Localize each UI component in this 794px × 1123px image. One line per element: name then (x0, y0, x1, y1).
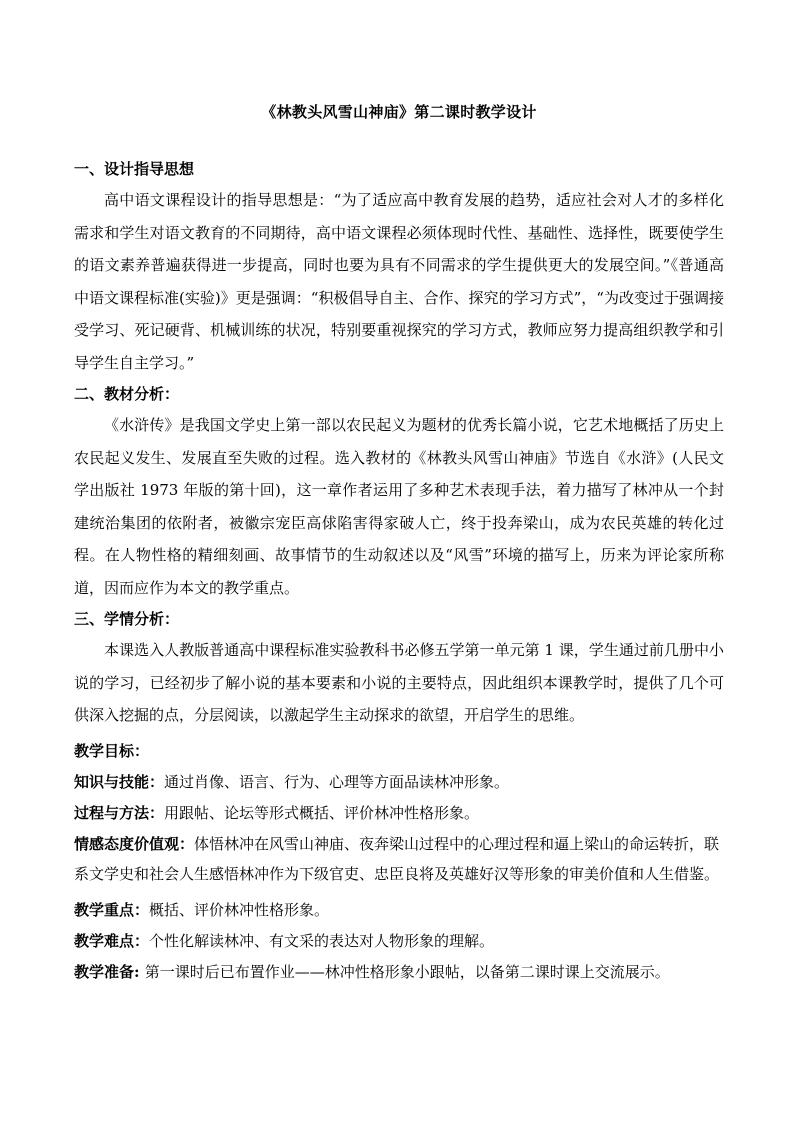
section-paragraph: 本课选入人教版普通高中课程标准实验教科书必修五学第一单元第 1 课，学生通过前几册中小说的学习，已经初步了解小说的基本要素和小说的主要特点，因此组织本课教学时，提供了几个可供深入挖掘的点，分层阅读，以激起学生主动探求的欲望，开启学生的思维。 (74, 641, 724, 724)
difficulties-label: 教学难点 (74, 931, 135, 950)
document-page (74, 100, 724, 988)
key-points-separator: ： (134, 900, 150, 919)
section-heading: 一、设计指导思想 (74, 160, 195, 178)
objectives-heading-label: 教学目标： (74, 741, 150, 760)
objective-separator: ： (149, 772, 165, 791)
preparation-label: 教学准备 (74, 962, 135, 981)
teaching-preparation (74, 957, 724, 988)
key-points-text: 概括、评价林冲性格形象。 (149, 900, 330, 919)
teaching-difficulties (74, 926, 724, 957)
difficulties-separator: ： (134, 931, 150, 950)
objective-emotion (74, 829, 724, 889)
objective-text: 体悟林冲在风雪山神庙、夜奔梁山过程中的心理过程和逼上梁山的命运转折，联系文学史和社会人生感悟林冲作为下级官吏、忠臣良将及英雄好汉等形象的审美价值和人生借鉴。 (74, 834, 720, 883)
objective-text: 通过肖像、语言、行为、心理等方面品读林冲形象。 (164, 772, 510, 791)
objective-label: 过程与方法 (74, 803, 150, 822)
section-guiding-thought (74, 154, 724, 379)
section-student-analysis (74, 604, 724, 732)
section-heading: 二、教材分析： (74, 385, 180, 403)
objective-label: 情感态度价值观 (74, 834, 180, 853)
objectives-heading (74, 736, 724, 767)
teaching-key-points (74, 895, 724, 926)
objective-text: 用跟帖、论坛等形式概括、评价林冲性格形象。 (164, 803, 480, 822)
key-points-label: 教学重点 (74, 900, 135, 919)
section-paragraph: 《水浒传》是我国文学史上第一部以农民起义为题材的优秀长篇小说，它艺术地概括了历史上农民起义发生、发展直至失败的过程。选入教材的《林教头风雪山神庙》节选自《水浒》(人民文学出版社 1973 年版的第十回)，这一章作者运用了多种艺术表现手法，着力描写了林冲从一个封建统治集团的依附者，被徽宗宠臣高俅陷害得家破人亡，终于投奔梁山，成为农民英雄的转化过程。在人物性格的精细刻画、故事情节的生动叙述以及“风雪”环境的描写上，历来为评论家所称道，因而应作为本文的教学重点。 (74, 416, 724, 597)
objective-process (74, 798, 724, 829)
section-heading: 三、学情分析： (74, 610, 180, 628)
objective-separator: ： (179, 834, 195, 853)
section-textbook-analysis (74, 379, 724, 604)
objective-knowledge (74, 767, 724, 798)
objective-label: 知识与技能 (74, 772, 150, 791)
document-title: 《林教头风雪山神庙》第二课时教学设计 (261, 103, 537, 121)
section-paragraph: 高中语文课程设计的指导思想是：“为了适应高中教育发展的趋势，适应社会对人才的多样化需求和学生对语文教育的不同期待，高中语文课程必须体现时代性、基础性、选择性，既要使学生的语文素养普遍获得进一步提高，同时也要为具有不同需求的学生提供更大的发展空间。”《普通高中语文课程标准(实验)》更是强调：“积极倡导自主、合作、探究的学习方式”，“为改变过于强调接受学习、死记硬背、机械训练的状况，特别要重视探究的学习方式，教师应努力提高组织教学和引导学生自主学习。” (74, 191, 724, 372)
preparation-text: 第一课时后已布置作业——林冲性格形象小跟帖，以备第二课时课上交流展示。 (144, 962, 670, 981)
objective-separator: ： (149, 803, 165, 822)
difficulties-text: 个性化解读林冲、有文采的表达对人物形象的理解。 (149, 931, 495, 950)
preparation-separator: : (134, 962, 145, 981)
